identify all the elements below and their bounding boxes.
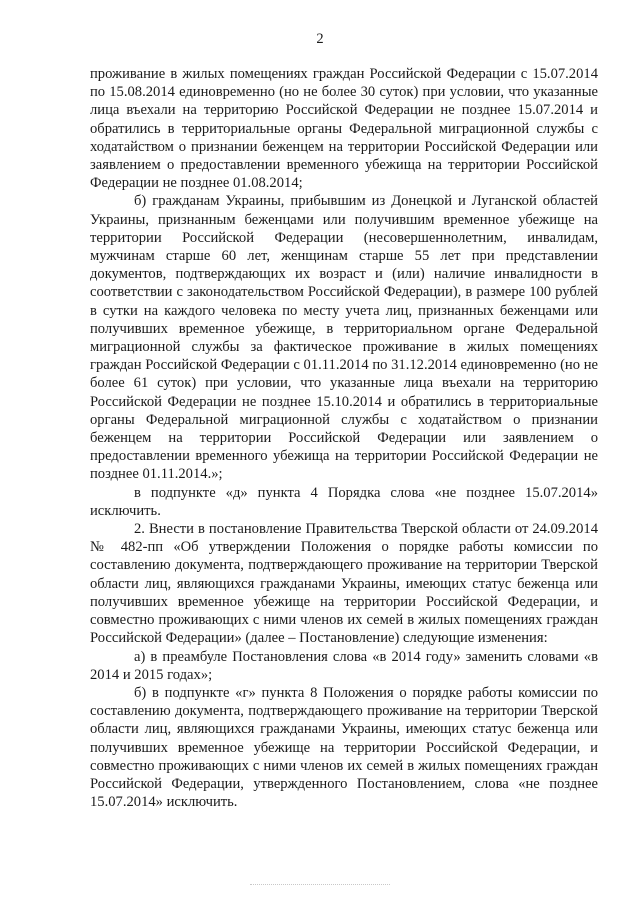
paragraph-subitem-v: в подпункте «д» пункта 4 Порядка слова «не позднее 15.07.2014» исключить. [90,484,598,519]
paragraph-item-2: 2. Внести в постановление Правительства Тверской области от 24.09.2014 № 482-пп «Об утверждении Положения о порядке работы комиссии по составлению документа, подтверждающего проживание на территории Тверской области лиц, являющихся гражданами Украины, имеющих статус беженца или получивших временное убежище на территории Российской Федерации, и совместно проживающих с ними членов их семей в жилых помещениях граждан Российской Федерации» (далее – Постановление) следующие изменения: [90,521,598,647]
paragraph-item-2-b: б) в подпункте «г» пункта 8 Положения о порядке работы комиссии по составлению документа, подтверждающего проживание на территории Тверской области лиц, являющихся гражданами Украины, имеющих статус беженца или получивших временное убежище на территории Российской Федерации, и совместно проживающих с ними членов их семей в жилых помещениях граждан Российской Федерации, утвержденного Постановлением, слова «не позднее 15.07.2014» исключить. [90,684,598,811]
scan-artifact-line [250,884,390,887]
paragraph-item-2-a: а) в преамбуле Постановления слова «в 2014 году» заменить словами «в 2014 и 2015 годах»; [90,648,598,683]
page-number: 2 [316,31,324,47]
paragraph-continuation: проживание в жилых помещениях граждан Российской Федерации с 15.07.2014 по 15.08.2014 единовременно (но не более 30 суток) при условии, что указанные лица въехали на территорию Российской Федерации не позднее 15.07.2014 и обратились в территориальные органы Федеральной миграционной службы с ходатайством о признании беженцем на территории Российской Федерации или заявлением о предоставлении временного убежища на территории Российской Федерации не позднее 01.08.2014; [90,66,598,192]
paragraph-subitem-b: б) гражданам Украины, прибывшим из Донецкой и Луганской областей Украины, признанным беженцами или получившим временное убежище на территории Российской Федерации (несовершеннолетним, инвалидам, мужчинам старше 60 лет, женщинам старше 55 лет при представлении документов, подтверждающих их возраст и (или) наличие инвалидности в соответствии с законодательством Российской Федерации), в размере 100 рублей в сутки на каждого человека по месту учета лиц, признанных беженцами или получивших временное убежище, в территориальном органе Федеральной миграционной службы за фактическое проживание в жилых помещениях граждан Российской Федерации с 01.11.2014 по 31.12.2014 единовременно (но не более 61 суток) при условии, что указанные лица въехали на территорию Российской Федерации не позднее 15.10.2014 и обратились в территориальные органы Федеральной миграционной службы с ходатайством о признании беженцем на территории Российской Федерации или заявлением о предоставлении временного убежища на территории Российской Федерации не позднее 01.11.2014.»; [90,193,598,483]
document-body [90,65,598,811]
